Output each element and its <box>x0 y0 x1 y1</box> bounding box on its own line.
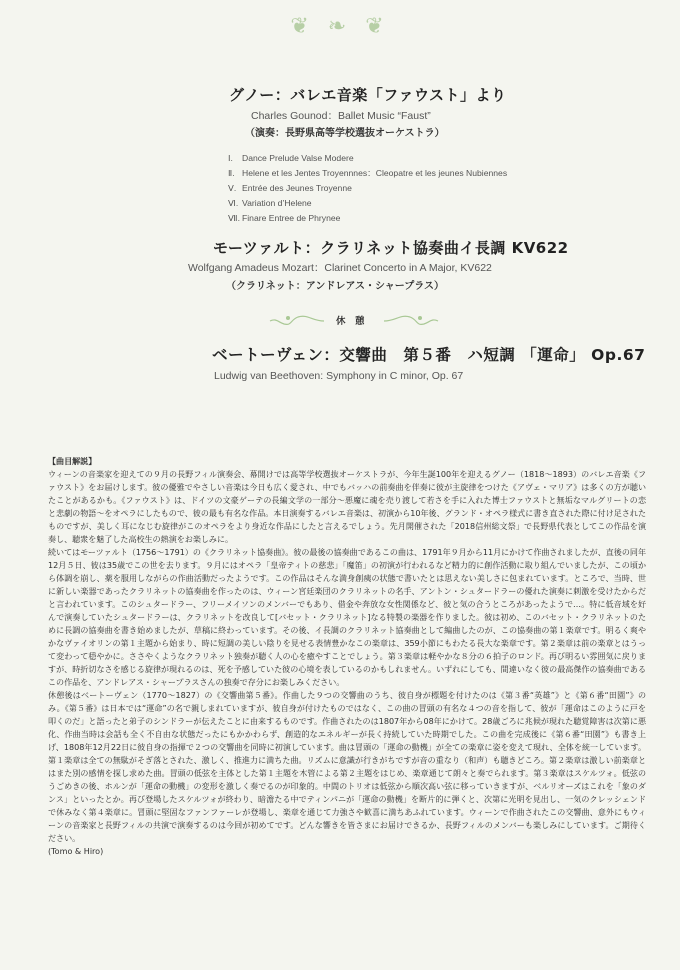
mozart-title-jp: モーツァルト：クラリネット協奏曲イ長調 KV622 <box>213 239 569 257</box>
notes-signature: (Tomo & Hiro) <box>48 847 104 856</box>
gounod-performer: （演奏：長野県高等学校選抜オーケストラ） <box>245 128 445 139</box>
intermission-flourish-left <box>268 312 326 330</box>
movement-item: Ⅴ. Entrée des Jeunes Troyenne <box>228 183 352 193</box>
program-notes <box>48 455 646 858</box>
movement-item: Ⅱ. Helene et les Jentes Troyennnes：Cleopatre et les jeunes Nubiennes <box>228 168 508 178</box>
header-ornament: ❦ ❧ ❦ <box>290 14 390 39</box>
notes-heading: 【曲目解説】 <box>48 457 97 466</box>
notes-mozart: 続いてはモーツァルト（1756～1791）の《クラリネット協奏曲》。彼の最後の協奏曲であるこの曲は、1791年９月から11月にかけて作曲されましたが、直後の同年12月５日、彼は35歳でこの世を去ります。９月にはオペラ「皇帝ティトの慈悲」「魔笛」の初演が行われるなど精力的に創作活動に取り組んでいましたが、この頃から体調を崩し、薬を服用しながらの作曲活動だったようです。この作品はそんな満身創痍の状態で書いたとは思えない美しさに包まれています。ところで、当時、世に新しい楽器であったクラリネットの協奏曲を作ったのは、ウィーン宮廷楽団のクラリネットの名手、アントン・シュタードラーの優れた演奏に刺激を受けたからだと言われています。このシュタードラー、フリーメイソンのメンバーでもあり、借金や奔放な女性関係など、彼と気の合うところがあったようで…。特に低音域を好んで演奏していたシュタードラーは、クラリネットを改良して[バセット・クラリネット]なる特製の楽器を作りました。彼は初め、このバセット・クラリネットのために長調の協奏曲を書き始めましたが、草稿に終わっています。その後、イ長調のクラリネット協奏曲として編曲したのが、この協奏曲の第１楽章です。明るく爽やかなヴァイオリンの第１主題から始まり、時に短調の美しい陰りを見せる表情豊かなこの楽章は、359小節にもわたる長大な楽章です。第２楽章は前の楽章とはうって変わって穏やかに。ささやくようなクラリネット独奏が聴く人の心を癒やすことでしょう。第３楽章は軽やかな８分の６拍子のロンド。再び明るい雰囲気に戻りますが、時折切なさを感じる旋律が現れるのは、死を予感していた彼の心境を表しているのかもしれません。いずれにしても、間違いなく彼の最高傑作の協奏曲であるこの作品を、アンドレアス・シャープラスさんの独奏で存分にお楽しみください。 <box>48 548 646 687</box>
gounod-title-jp: グノー：バレエ音楽「ファウスト」より <box>229 86 507 104</box>
gounod-movement-list <box>228 151 507 226</box>
notes-beethoven: 休憩後はベートーヴェン（1770～1827）の《交響曲第５番》。作曲した９つの交響曲のうち、彼自身が標題を付けたのは《第３番“英雄”》と《第６番“田園”》のみ。《第５番》は日本では“運命”の名で親しまれていますが、彼自身が付けたものではなく、この曲の冒頭の有名な４つの音を指して、彼が「運命はこのように戸を叩くのだ」と語ったと弟子のシンドラーが伝えたことに由来するものです。作曲されたのは1807年から08年にかけて。28歳ごろに兆候が現れた聴覚障害は次第に悪化、作曲当時は会話も全く不自由な状態だったにもかかわらず、創造的なエネルギーが長く持続していた時期でした。この曲を完成後に《第６番“田園”》も書き上げ、1808年12月22日に彼自身の指揮で２つの交響曲を同時に初演しています。曲は冒頭の「運命の動機」が全ての楽章に姿を変えて現れ、全体を統一しています。第１楽章は全ての無駄がそぎ落とされた、激しく、推進力に満ちた曲。リズムに意識が行きがちですが音の重なり（和声）も聴きどころ。第２楽章は激しい前楽章とはまた別の感情を探し求めた曲。冒頭の低弦を主体とした第１主題を木管による第２主題をはじめ、楽章通じて朗々と奏でられます。第３楽章はスケルツォ。低弦のうごめきの後、ホルンが「運命の動機」の変形を激しく奏でるのが印象的。中間のトリオは低弦から順次高い弦に移っていきますが、ベルリオーズはこれを「象のダンス」といったとか。再び登場したスケルツォが終わり、暗澹たる中でティンパニが「運命の動機」を断片的に弾くと、次第に光明を見出し、一気のクレッシェンドで休みなく第４楽章に。冒頭に堅固なファンファーレが登場し、楽章を通じて力強さや歓喜に満ちあふれています。ウィーンで作曲されたこの交響曲、意外にもウィーンの音楽家と長野フィルの共演で演奏するのは今回が初めてです。どんな響きを皆さまにお届けできるか、長野フィルのメンバーも楽しみにしています。ご期待ください。 <box>48 691 646 843</box>
beethoven-title-en: Ludwig van Beethoven: Symphony in C minor, Op. 67 <box>214 370 464 382</box>
movement-item: Ⅵ. Variation d’Helene <box>228 198 312 208</box>
beethoven-title-jp: ベートーヴェン：交響曲 第５番 ハ短調 「運命」 Op.67 <box>212 346 646 364</box>
mozart-performer: （クラリネット：アンドレアス・シャープラス） <box>226 281 444 292</box>
mozart-title-en: Wolfgang Amadeus Mozart：Clarinet Concerto in A Major, KV622 <box>188 262 492 274</box>
intermission-label: 休 憩 <box>336 316 365 327</box>
gounod-title-en: Charles Gounod：Ballet Music “Faust” <box>251 110 431 122</box>
movement-item: Ⅶ. Finare Entree de Phrynee <box>228 213 341 223</box>
intermission-flourish-right <box>382 312 440 330</box>
notes-gounod: ウィーンの音楽家を迎えての９月の長野フィル演奏会、幕開けでは高等学校選抜オーケストラが、今年生誕100年を迎えるグノー（1818～1893）のバレエ音楽《ファウスト》をお届けします。彼の優雅でやさしい音楽は今日も広く愛され、中でもバッハの前奏曲を伴奏に彼が主旋律をつけた《アヴェ・マリア》は多くの方が聴いたことがあるかも。《ファウスト》は、ドイツの文豪ゲーテの長編文学の一部分～悪魔に魂を売り渡して若さを手に入れた博士ファウストと無垢なマルグリートの恋と悲劇の物語～をオペラにしたもので、彼の最も有名な作品。本日演奏するバレエ音楽は、初演から10年後、グランド・オペラ様式に書き直された際に付け足されたものですが、美しく耳になじむ旋律がこのオペラをより身近な作品にしたと言えるでしょう。先月開催された「2018信州総文祭」で長野県代表としてこの作品を演奏し、聴衆を魅了した高校生の熱演をお楽しみに。 <box>48 470 646 544</box>
movement-item: Ⅰ. Dance Prelude Valse Modere <box>228 153 354 163</box>
